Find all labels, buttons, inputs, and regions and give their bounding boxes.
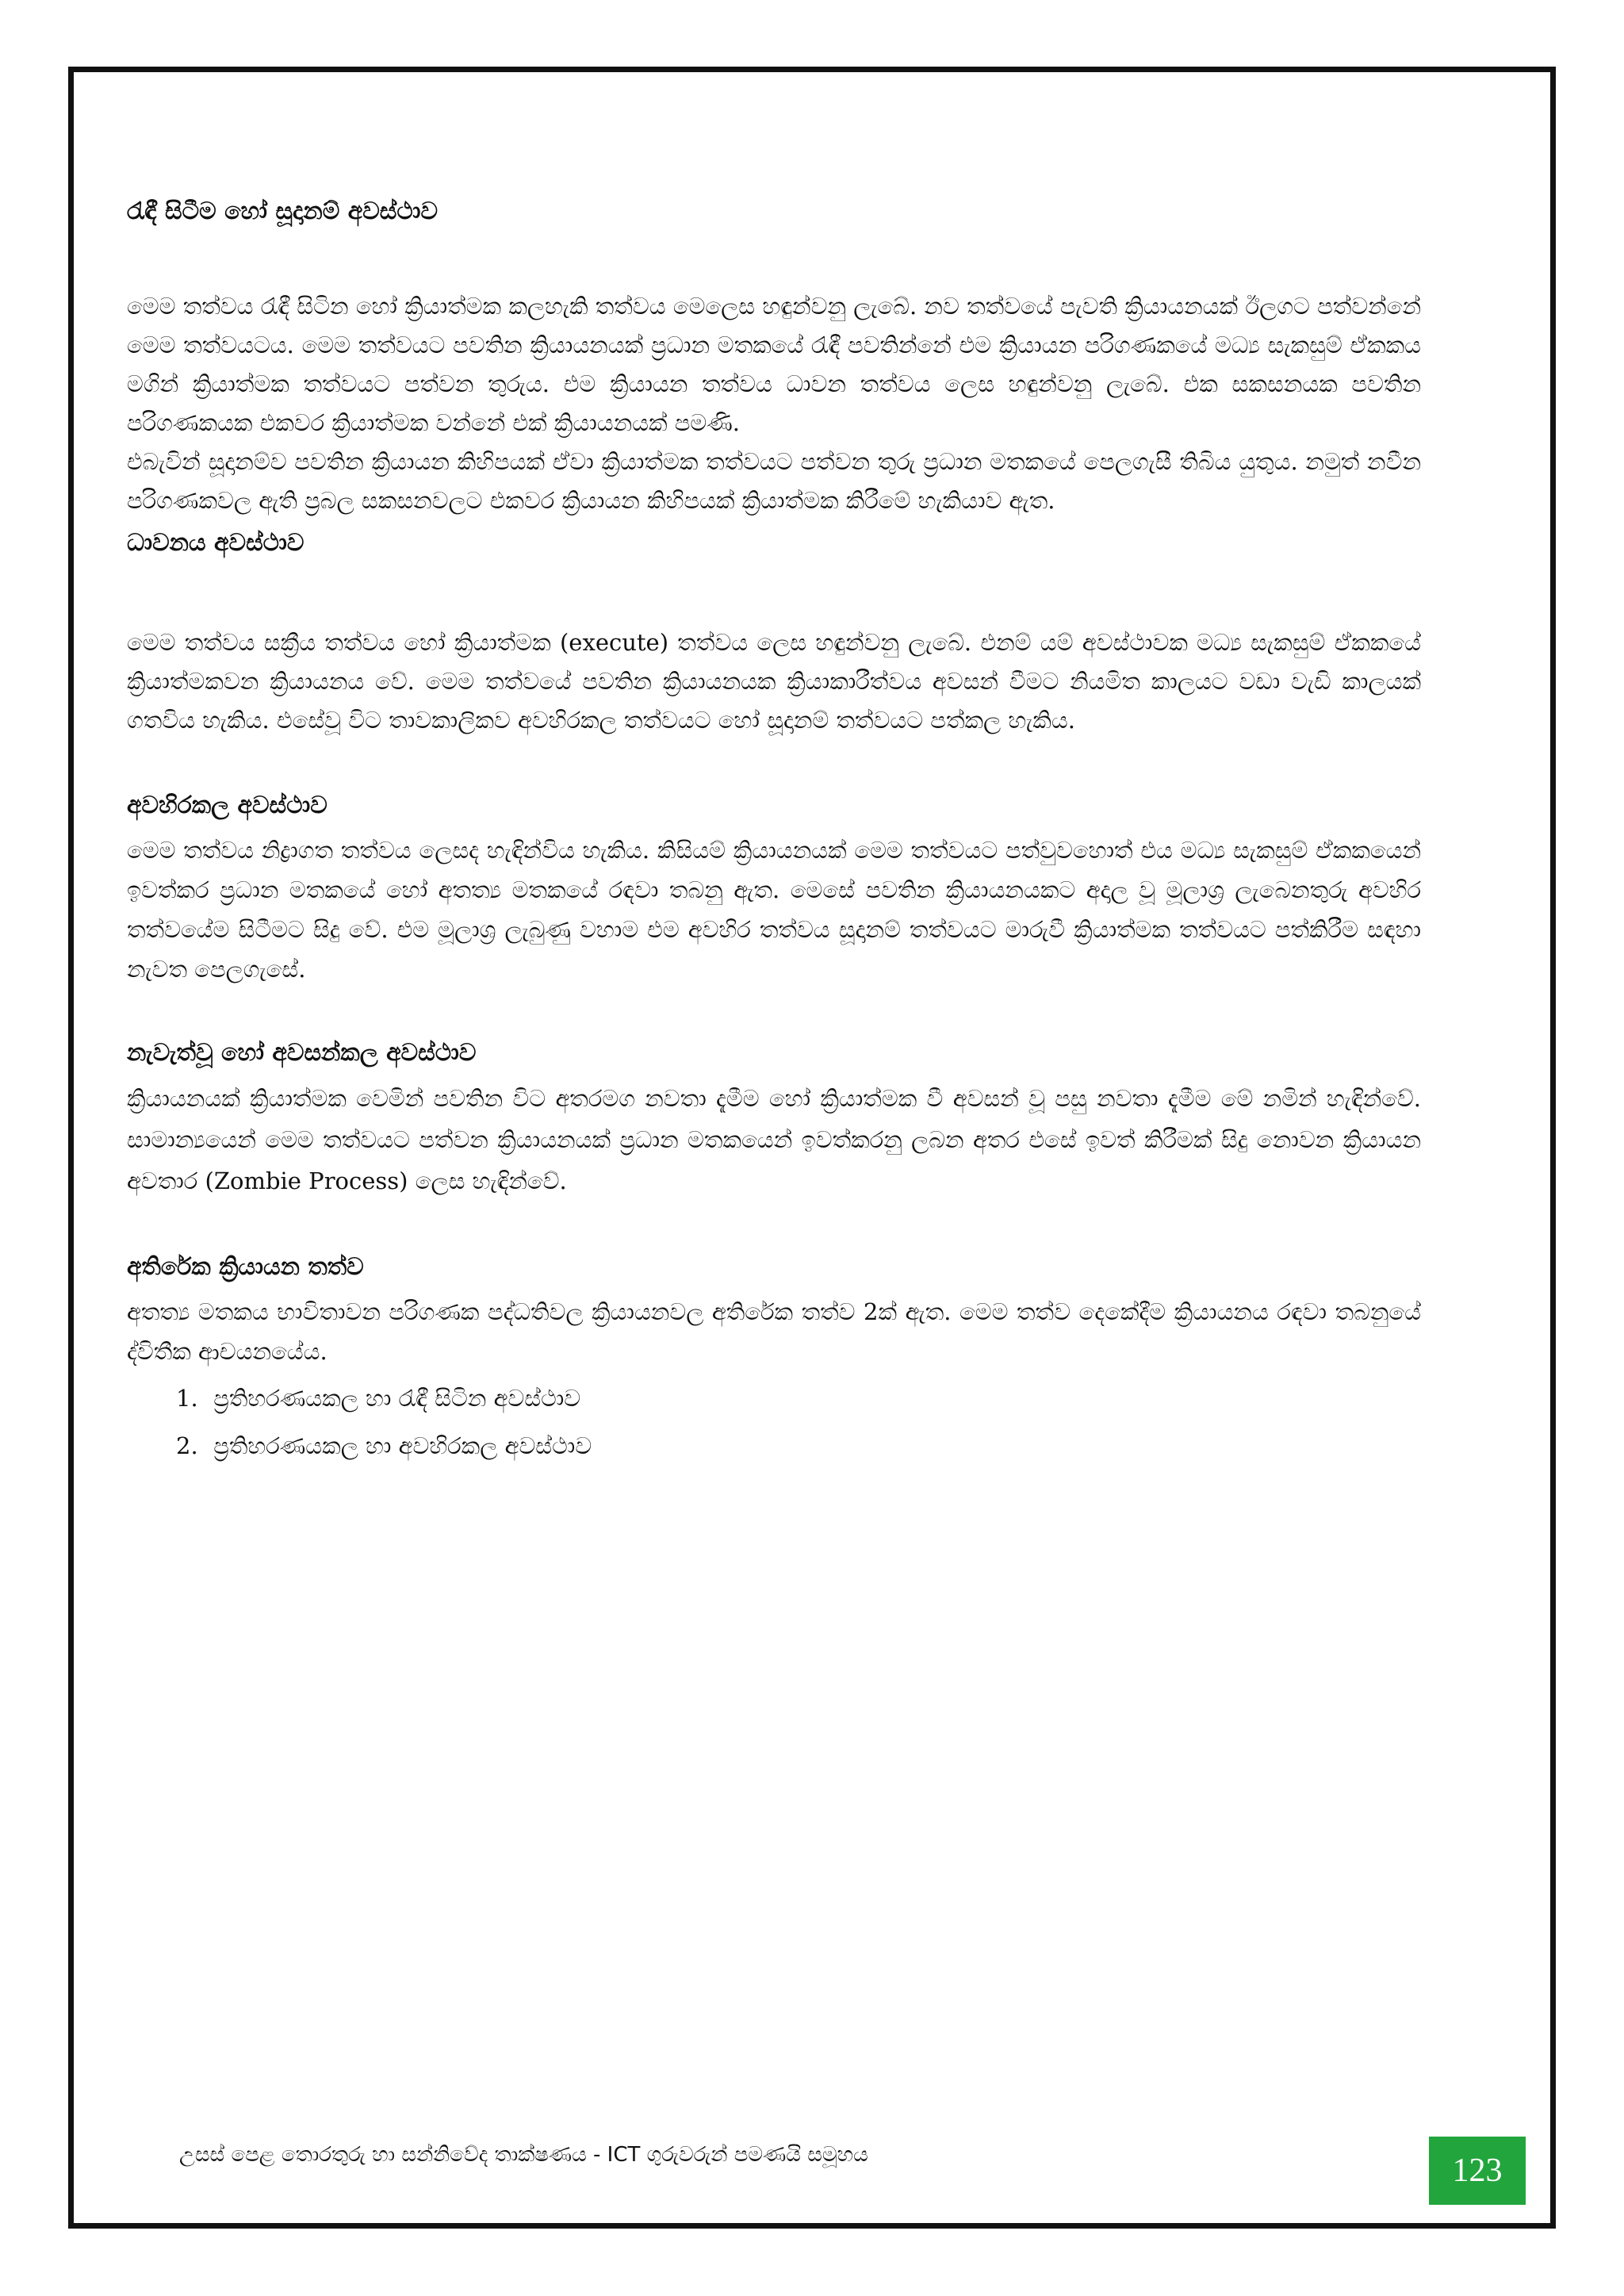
list-item <box>127 1374 1421 1422</box>
paragraph: මෙම තත්වය සක්‍රීය තත්වය හෝ ක්‍රියාත්මක (execute) තත්වය ලෙස හඳුන්වනු ලැබේ. එනම් යම් අවස්ථාවක මධ්‍ය සැකසුම් ඒකකයේ ක්‍රියාත්මකවන ක්‍රියායනය වේ. මෙම තත්වයේ පවතින ක්‍රියායනයක ක්‍රියාකාරීත්වය අවසන් වීමට නියමිත කාලයට වඩා වැඩි කාලයක් ගතවිය හැකිය. එසේවූ විට තාවකාලිකව අවහිරකල තත්වයට හෝ සූදානම් තත්වයට පත්කල හැකිය. <box>127 629 1421 734</box>
list-number: 1. <box>176 1385 198 1412</box>
page-content <box>127 119 1421 1470</box>
page-number-badge <box>1429 2137 1526 2205</box>
list-text: ප්‍රතිහරණයකල හා රැඳී සිටින අවස්ථාව <box>213 1385 581 1412</box>
section-heading: අවහිරකල අවස්ථාව <box>127 792 327 819</box>
paragraph: මෙම තත්වය නිද්‍රාගත තත්වය ලෙසද හැඳින්විය හැකිය. කිසියම් ක්‍රියායනයක් මෙම තත්වයට පත්වුවහොත් එය මධ්‍ය සැකසුම් ඒකකයෙන් ඉවත්කර ප්‍රධාන මතකයේ හෝ අතත්‍ය මතකයේ රඳවා තබනු ඇත. මෙසේ පවතින ක්‍රියායනයකට අදාල වූ මූලාශ්‍ර ලැබෙනතුරු අවහිර තත්වයේම සිටීමට සිදු වේ. එම මූලාශ්‍ර ලැබුණු වහාම එම අවහිර තත්වය සූදානම් තත්වයට මාරුවී ක්‍රියාත්මක තත්වයට පත්කිරීම සඳහා නැවත පෙලගැසේ. <box>127 837 1421 983</box>
section-heading: අතිරේක ක්‍රියායන තත්ව <box>127 1253 364 1281</box>
list-item <box>127 1422 1421 1470</box>
section-heading: නැවැත්වූ හෝ අවසන්කල අවස්ථාව <box>127 1039 477 1067</box>
paragraph: ක්‍රියායනයක් ක්‍රියාත්මක වෙමින් පවතින විට අතරමග නවතා දැමීම හෝ ක්‍රියාත්මක වී අවසන් වූ පසු නවතා දැමීම මේ නමින් හැඳින්වේ. සාමාන්‍යයෙන් මෙම තත්වයට පත්වන ක්‍රියායනයක් ප්‍රධාන මතකයෙන් ඉවත්කරනු ලබන අතර එසේ ඉවත් කිරීමක් සිදු නොවන ක්‍රියායන අවතාර (Zombie Process) ලෙස හැඳින්වේ. <box>127 1085 1421 1194</box>
paragraph: එබැවින් සූදානම්ව පවතින ක්‍රියායන කිහිපයක් ඒවා ක්‍රියාත්මක තත්වයට පත්වන තුරු ප්‍රධාන මතකයේ පෙලගැසී තිබිය යුතුය. නමුත් නවීන පරිගණකවල ඇති ප්‍රබල සකසනවලට එකවර ක්‍රියායන කිහිපයක් ක්‍රියාත්මක කිරීමේ හැකියාව ඇත. <box>127 448 1421 514</box>
section-heading: ධාවනය අවස්ථාව <box>127 529 304 557</box>
numbered-list <box>127 1374 1421 1470</box>
paragraph: මෙම තත්වය රැඳී සිටින හෝ ක්‍රියාත්මක කලහැකි තත්වය මෙලෙස හඳුන්වනු ලැබේ. නව තත්වයේ පැවති ක්‍රියායනයක් ඊලගට පත්වන්නේ මෙම තත්වයටය. මෙම තත්වයට පවතින ක්‍රියායනයක් ප්‍රධාන මතකයේ රැඳී පවතින්නේ එම ක්‍රියායන පරිගණකයේ මධ්‍ය සැකසුම් ඒකකය මගින් ක්‍රියාත්මක තත්වයට පත්වන තුරුය. එම ක්‍රියායන තත්වය ධාවන තත්වය ලෙස හඳුන්වනු ලැබේ. එක සකසනයක පවතින පරිගණකයක එකවර ක්‍රියාත්මක වන්නේ එක් ක්‍රියායනයක් පමණි. <box>127 293 1421 436</box>
footer-text: උසස් පෙළ තොරතුරු හා සන්නිවේද තාක්ෂණය - ICT ගුරුවරුන් පමණයි සමූහය <box>179 2143 868 2167</box>
page-number: 123 <box>1452 2152 1503 2189</box>
list-number: 2. <box>176 1432 198 1459</box>
list-text: ප්‍රතිහරණයකල හා අවහිරකල අවස්ථාව <box>213 1432 592 1459</box>
paragraph: අතත්‍ය මතකය භාවිතාවන පරිගණක පද්ධතිවල ක්‍රියායනවල අතිරේක තත්ව 2ක් ඇත. මෙම තත්ව දෙකේදීම ක්‍රියායනය රඳවා තබනුයේ ද්විතීක ආචයනයේය. <box>127 1298 1421 1365</box>
section-heading: රැඳී සිටීම හෝ සූදානම් අවස්ථාව <box>127 197 439 225</box>
